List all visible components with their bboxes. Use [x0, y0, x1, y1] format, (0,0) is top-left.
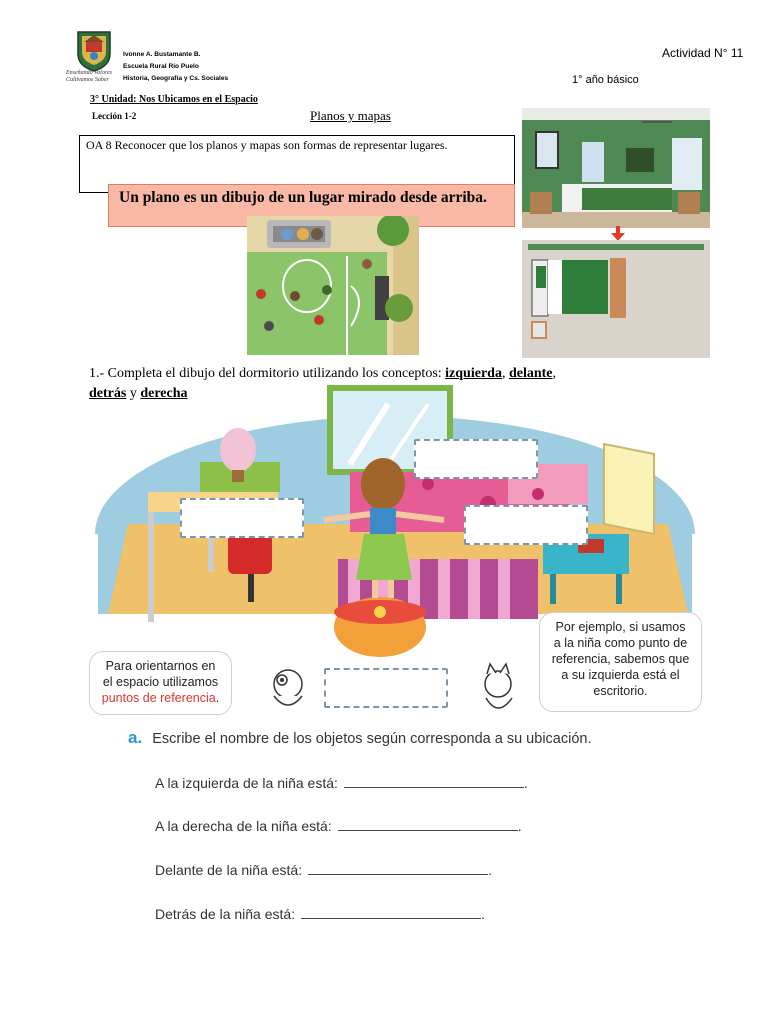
answer-line-label: A la izquierda de la niña está: [155, 775, 338, 791]
speech-left-line-3 [98, 690, 223, 706]
definition-text: Un plano es un dibujo de un lugar mirado desde arriba. [119, 189, 487, 206]
speech-left-line-1: Para orientarnos en [105, 659, 216, 673]
exercise-instruction: Escribe el nombre de los objetos según corresponda a su ubicación. [152, 731, 592, 747]
objective-text: OA 8 Reconocer que los planos y mapas son formas de representar lugares. [86, 138, 448, 152]
park-aerial-illustration [247, 216, 419, 355]
speech-bubble-right [539, 612, 702, 712]
answer-line-right [155, 818, 522, 834]
question-1-text: 1.- Completa el dibujo del dormitorio utilizando los conceptos: [89, 366, 446, 381]
answer-box-front[interactable] [324, 668, 448, 708]
topic-title: Planos y mapas [310, 108, 391, 123]
bedroom-photo [522, 108, 710, 228]
concept-izquierda: izquierda [445, 366, 502, 381]
speech-right-line-2: a la niña como punto de [553, 636, 688, 650]
exercise-letter: a. [128, 728, 143, 747]
speech-bubble-left [89, 651, 232, 715]
answer-box-left[interactable] [180, 498, 304, 538]
speech-left-period: . [215, 691, 220, 705]
answer-line-front [155, 862, 492, 878]
answer-line-left [155, 775, 528, 791]
answer-line-end: . [488, 862, 492, 878]
concept-delante: delante [508, 366, 553, 381]
subject-name: Historia, Geografía y Cs. Sociales [123, 75, 229, 82]
teacher-name: Ivonne A. Bustamante B. [123, 51, 201, 58]
answer-blank-back[interactable] [301, 907, 481, 919]
speech-right-line-5: escritorio. [593, 684, 648, 698]
answer-blank-right[interactable] [338, 819, 518, 831]
concept-separator: y [126, 386, 141, 401]
answer-blank-left[interactable] [344, 776, 524, 788]
concept-detras: detrás [89, 386, 127, 401]
answer-line-label: A la derecha de la niña está: [155, 818, 332, 834]
reference-points-text: puntos de referencia [101, 691, 216, 705]
logo-caption: Enseñando Valores Cultivamos Saber [66, 70, 112, 83]
answer-box-right[interactable] [464, 505, 588, 545]
concept-derecha: derecha [140, 386, 188, 401]
bedroom-floor-plan [522, 240, 710, 358]
speech-right-line-1: Por ejemplo, si usamos [555, 620, 686, 634]
school-name: Escuela Rural Río Puelo [123, 63, 199, 70]
concept-separator: , [552, 366, 557, 381]
school-logo [74, 28, 114, 72]
lesson-label: Lección 1-2 [92, 111, 137, 121]
answer-box-back[interactable] [414, 439, 538, 479]
grade-level: 1° año básico [572, 74, 639, 86]
answer-line-end: . [523, 775, 528, 791]
school-info [123, 49, 228, 85]
speech-left-line-2: el espacio utilizamos [102, 675, 219, 689]
speech-right-line-4: a su izquierda está el [561, 668, 680, 682]
answer-blank-front[interactable] [308, 863, 488, 875]
answer-line-back [155, 906, 485, 922]
answer-line-end: . [517, 818, 522, 834]
unit-title: 3° Unidad: Nos Ubicamos en el Espacio [90, 94, 258, 105]
activity-number: Actividad N° 11 [662, 46, 744, 60]
answer-line-label: Delante de la niña está: [155, 862, 303, 878]
concept-separator: , [501, 366, 509, 381]
exercise-a [128, 728, 591, 748]
speech-right-line-3: referencia, sabemos que [551, 652, 690, 666]
answer-line-label: Detrás de la niña está: [155, 906, 296, 922]
answer-line-end: . [481, 906, 485, 922]
